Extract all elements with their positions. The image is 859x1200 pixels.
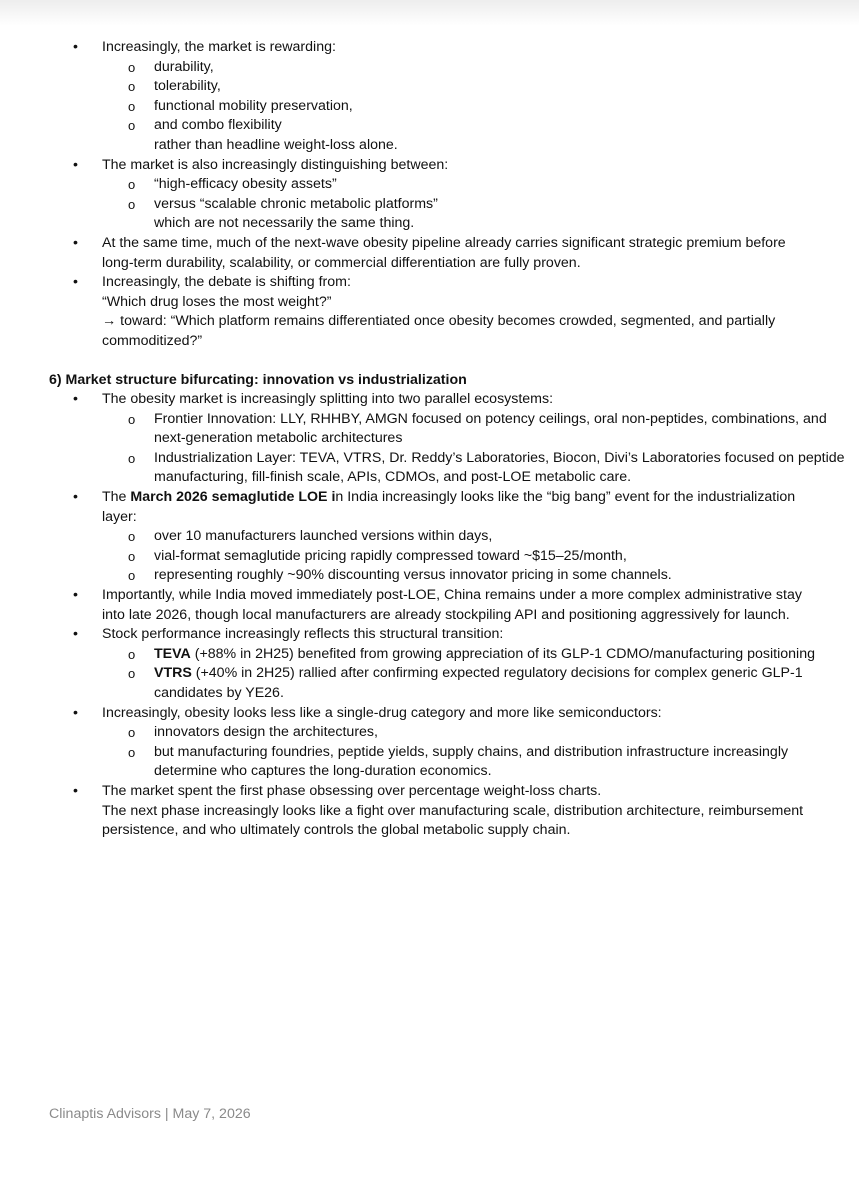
bullet-china-stay [0, 586, 859, 625]
sub-list [102, 410, 845, 488]
bullet-next-phase [0, 782, 859, 841]
sub-item [102, 664, 819, 703]
sub-item: o innovators design the architectures, [102, 723, 819, 743]
bullet-text: The [102, 489, 131, 506]
bullet-text: Increasingly, obesity looks less like a single-drug category and more like semiconductors: [102, 704, 662, 721]
sub-list [102, 175, 819, 214]
bullet-text: At the same time, much of the next-wave obesity pipeline already carries significant strategic premium before long-term durability, scalability, or commercial differentiation are fully proven. [102, 234, 786, 271]
sub-item: o Frontier Innovation: LLY, RHHBY, AMGN focused on potency ceilings, oral non-peptides, combinations, and next-generation metabolic architectures [102, 410, 855, 449]
bullet-text: The next phase increasingly looks like a fight over manufacturing scale, distribution architecture, reimbursement persistence, and who ultimately controls the global metabolic supply chain. [102, 802, 804, 839]
bullet-text: Increasingly, the market is rewarding: [102, 39, 336, 55]
bullet-text: n India increasingly looks like the “big bang” event for the industrialization layer: [102, 489, 796, 525]
bullet-stock-performance [0, 625, 859, 703]
sub-item: o functional mobility preservation, [102, 97, 819, 117]
sub-item: o Industrialization Layer: TEVA, VTRS, Dr. Reddy’s Laboratories, Biocon, Divi’s Laboratories focused on peptide manufacturing, fill-finish scale, APIs, CDMOs, and post-LOE metabolic care. [102, 449, 855, 488]
quote-line: → toward: “Which platform remains differentiated once obesity becomes crowded, segmented, and partially commoditized?” [102, 313, 776, 349]
section6-bullet-list [0, 390, 859, 841]
continuation-text: which are not necessarily the same thing. [154, 215, 415, 232]
bullet-text: Importantly, while India moved immediately post-LOE, China remains under a more complex administrative stay into late 2026, though local manufacturers are already stockpiling API and positioning aggressively for launch. [102, 587, 802, 623]
bullet-two-ecosystems [0, 390, 859, 488]
sub-item: o vial-format semaglutide pricing rapidly compressed toward ~$15–25/month, [102, 547, 819, 567]
sub-item: o over 10 manufacturers launched versions within days, [102, 527, 819, 547]
bullet-text: The market is also increasingly distinguishing between: [102, 156, 449, 173]
bullet-market-rewarding [0, 38, 859, 156]
page-top-shadow [0, 0, 859, 26]
bullet-semiconductors [0, 704, 859, 782]
sub-item: o versus “scalable chronic metabolic platforms” [102, 195, 819, 215]
sub-item-text: (+40% in 2H25) rallied after confirming expected regulatory decisions for complex generic GLP-1 candidates by YE26. [154, 665, 803, 701]
sub-list [102, 723, 819, 782]
document-page [0, 38, 859, 841]
bullet-distinguishing [0, 156, 859, 234]
sub-item: o tolerability, [102, 77, 819, 97]
page-footer: Clinaptis Advisors | May 7, 2026 [49, 1106, 251, 1122]
sub-item: o durability, [102, 58, 819, 78]
continuation-text: rather than headline weight-loss alone. [154, 136, 398, 153]
ticker-label: VTRS [154, 665, 192, 682]
bold-text: March 2026 semaglutide LOE i [130, 489, 336, 506]
bullet-text: Stock performance increasingly reflects this structural transition: [102, 626, 504, 643]
bullet-text: The market spent the first phase obsessing over percentage weight-loss charts. [102, 782, 602, 799]
sub-list [102, 645, 819, 704]
bullet-text: The obesity market is increasingly splitting into two parallel ecosystems: [102, 391, 554, 408]
sub-list [102, 58, 819, 136]
sub-item: o representing roughly ~90% discounting versus innovator pricing in some channels. [102, 566, 819, 586]
section-heading: 6) Market structure bifurcating: innovation vs industrialization [49, 371, 467, 388]
ticker-label: TEVA [154, 645, 191, 662]
bullet-text: Increasingly, the debate is shifting from: [102, 274, 351, 291]
sub-item: o “high-efficacy obesity assets” [102, 175, 819, 195]
bullet-semaglutide-loe [0, 488, 859, 586]
section5-bullet-list [0, 38, 859, 352]
sub-item [102, 645, 819, 665]
quote-line: “Which drug loses the most weight?” [102, 293, 332, 310]
sub-list [102, 527, 819, 586]
sub-item: o but manufacturing foundries, peptide yields, supply chains, and distribution infrastructure increasingly determine who captures the long-duration economics. [102, 743, 819, 782]
sub-item-text: (+88% in 2H25) benefited from growing appreciation of its GLP-1 CDMO/manufacturing positioning [190, 645, 815, 662]
bullet-debate-shifting [0, 273, 859, 351]
sub-item: o and combo flexibility [102, 116, 819, 136]
bullet-strategic-premium [0, 234, 859, 273]
